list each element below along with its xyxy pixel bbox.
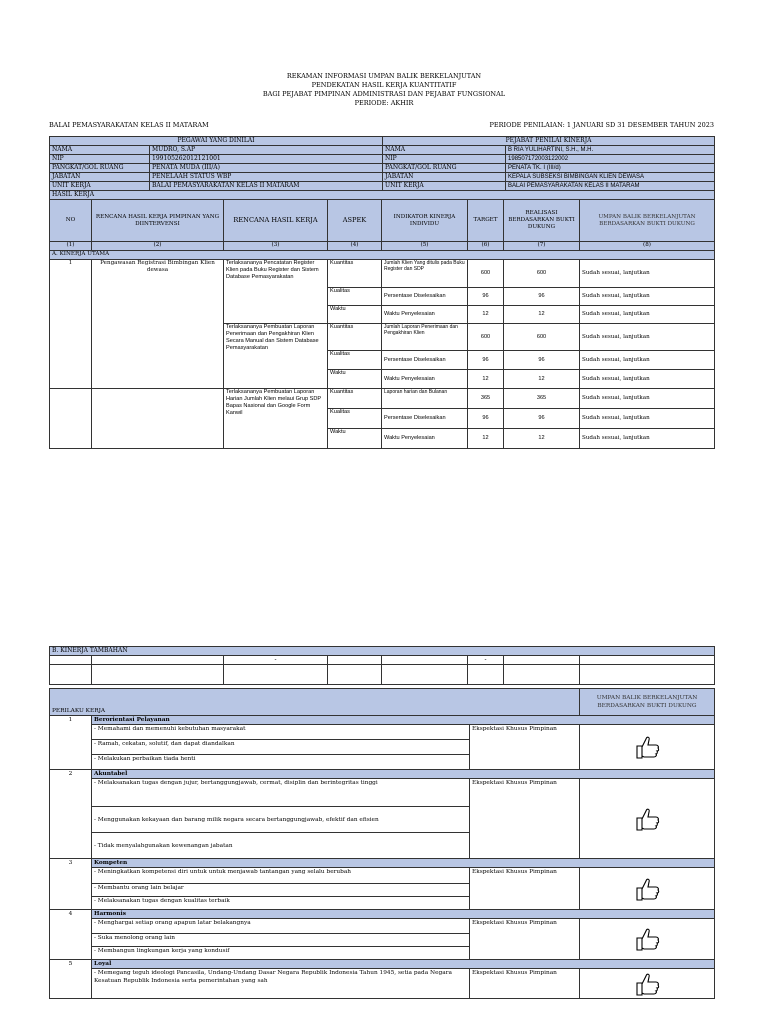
header-line-2: PENDEKATAN HASIL KERJA KUANTITATIF — [311, 81, 457, 89]
penilai-value: BALAI PEMASYARAKATAN KELAS II MATARAM — [506, 182, 715, 191]
umpan-cell: Sudah sesuai, lanjutkan — [580, 409, 715, 429]
realisasi-cell: 96 — [504, 288, 580, 306]
indikator-cell: Persentase Diselesaikan — [382, 351, 468, 370]
col-realisasi: REALISASI BERDASARKAN BUKTI DUKUNG — [504, 200, 580, 242]
org-name: BALAI PEMASYARAKATAN KELAS II MATARAM — [49, 121, 209, 129]
thumbs-up-icon — [634, 875, 660, 903]
perilaku-title: Kompeten — [92, 859, 715, 868]
penilai-value: KEPALA SUBSEKSI BIMBINGAN KLIEN DEWASA — [506, 173, 715, 182]
col-no: NO — [50, 200, 92, 242]
utama-pimpinan: Pengawasan Registrasi Bimbingan Klien dewasa — [92, 260, 224, 389]
perilaku-no: 2 — [50, 770, 92, 859]
penilai-label: PANGKAT/GOL RUANG — [383, 164, 506, 173]
rencana-cell: Terlaksananya Pembuatan Laporan Penerimaan dan Pengakhiran Klien Secara Manual dan Sistem Database Pemasyarakatan — [224, 324, 328, 389]
pegawai-value: PENATA MUDA (III/A) — [150, 164, 383, 173]
period-label: PERIODE PENILAIAN: 1 JANUARI SD 31 DESEMBER TAHUN 2023 — [489, 121, 714, 129]
ekspektasi-label: Ekspektasi Khusus Pimpinan — [470, 919, 580, 960]
perilaku-point: - Menghargai setiap orang apapun latar belakangnya — [92, 919, 470, 934]
col-num: (3) — [224, 242, 328, 251]
perilaku-point: - Tidak menyalahgunakan kewenangan jabatan — [92, 833, 470, 859]
perilaku-label: PERILAKU KERJA — [50, 689, 580, 716]
target-cell: 12 — [468, 306, 504, 324]
pegawai-value: PENELAAH STATUS WBP — [150, 173, 383, 182]
indikator-cell: Persentase Diselesaikan — [382, 288, 468, 306]
aspek-cell: Waktu — [328, 370, 382, 389]
perilaku-title: Loyal — [92, 960, 715, 969]
perilaku-umpan-header: UMPAN BALIK BERKELANJUTAN BERDASARKAN BUKTI DUKUNG — [580, 689, 715, 716]
aspek-cell: Kuantitas — [328, 389, 382, 409]
col-aspek: ASPEK — [328, 200, 382, 242]
col-num: (4) — [328, 242, 382, 251]
aspek-cell: Kuantitas — [328, 260, 382, 288]
pegawai-label: PANGKAT/GOL RUANG — [50, 164, 150, 173]
col-rencana-pimpinan: RENCANA HASIL KERJA PIMPINAN YANG DIINTERVENSI — [92, 200, 224, 242]
perilaku-no: 1 — [50, 716, 92, 770]
pegawai-value: BALAI PEMASYARAKATAN KELAS II MATARAM — [150, 182, 383, 191]
perilaku-no: 4 — [50, 910, 92, 960]
rencana-cell: Terlaksananya Pembuatan Laporan Harian Jumlah Klien melaui Grup SDP Bapas Nasional dan Google Form Kanwil — [224, 389, 328, 449]
pegawai-title: PEGAWAI YANG DINILAI — [50, 137, 383, 146]
col-rencana: RENCANA HASIL KERJA — [224, 200, 328, 242]
ekspektasi-label: Ekspektasi Khusus Pimpinan — [470, 969, 580, 999]
perilaku-point: - Melakukan perbaikan tiada henti — [92, 755, 470, 770]
penilai-label: NIP — [383, 155, 506, 164]
thumbs-up-icon — [634, 733, 660, 761]
umpan-cell: Sudah sesuai, lanjutkan — [580, 429, 715, 449]
pegawai-label: NIP — [50, 155, 150, 164]
col-indikator: INDIKATOR KINERJA INDIVIDU — [382, 200, 468, 242]
thumbs-up-icon — [634, 970, 660, 998]
identity-table — [49, 136, 715, 200]
col-target: TARGET — [468, 200, 504, 242]
thumbs-up-icon — [634, 805, 660, 833]
indikator-cell: Jumlah Laporan Penerimaan dan Pengakhiran Klien — [382, 324, 468, 351]
umpan-cell: Sudah sesuai, lanjutkan — [580, 260, 715, 288]
perilaku-title: Harmonis — [92, 910, 715, 919]
umpan-cell: Sudah sesuai, lanjutkan — [580, 288, 715, 306]
col-umpan: UMPAN BALIK BERKELANJUTAN BERDASARKAN BUKTI DUKUNG — [580, 200, 715, 242]
perilaku-no: 5 — [50, 960, 92, 999]
realisasi-cell: 600 — [504, 260, 580, 288]
pegawai-value: MUDRO, S.AP — [150, 146, 383, 155]
col-num: (6) — [468, 242, 504, 251]
realisasi-cell: 96 — [504, 409, 580, 429]
umpan-cell: Sudah sesuai, lanjutkan — [580, 306, 715, 324]
perilaku-title: Berorientasi Pelayanan — [92, 716, 715, 725]
umpan-cell: Sudah sesuai, lanjutkan — [580, 351, 715, 370]
realisasi-cell: 365 — [504, 389, 580, 409]
indikator-cell: Waktu Penyelesaian — [382, 429, 468, 449]
umpan-cell: Sudah sesuai, lanjutkan — [580, 324, 715, 351]
umpan-cell: Sudah sesuai, lanjutkan — [580, 370, 715, 389]
thumb-cell — [580, 919, 715, 960]
target-cell: 12 — [468, 429, 504, 449]
perilaku-point: - Memegang teguh ideologi Pancasila, Undang-Undang Dasar Negara Republik Indonesia Tahun 1945, setia pada Negara Kesatuan Republik Indonesia serta pemerintahan yang sah — [92, 969, 470, 999]
indikator-cell: Laporan harian dan Bulanan — [382, 389, 468, 409]
document-header — [0, 72, 768, 108]
penilai-label: UNIT KERJA — [383, 182, 506, 191]
perilaku-point: - Ramah, cekatan, solutif, dan dapat diandalkan — [92, 740, 470, 755]
header-line-4: PERIODE: AKHIR — [354, 99, 414, 107]
perilaku-point: - Suka menolong orang lain — [92, 934, 470, 947]
kinerja-tambahan-label: B. KINERJA TAMBAHAN — [50, 647, 715, 656]
indikator-cell: Waktu Penyelesaian — [382, 370, 468, 389]
perilaku-point: - Membangun lingkungan kerja yang kondusif — [92, 947, 470, 960]
penilai-label: NAMA — [383, 146, 506, 155]
umpan-cell: Sudah sesuai, lanjutkan — [580, 389, 715, 409]
realisasi-cell: 600 — [504, 324, 580, 351]
header-line-1: REKAMAN INFORMASI UMPAN BALIK BERKELANJUTAN — [286, 72, 482, 80]
target-cell: 96 — [468, 409, 504, 429]
penilai-label: JABATAN — [383, 173, 506, 182]
aspek-cell: Waktu — [328, 306, 382, 324]
rencana-cell: Terlaksananya Pencatatan Register Klien pada Buku Register dan Sistem Database Pemasyarakatan — [224, 260, 328, 324]
indikator-cell: Persentase Diselesaikan — [382, 409, 468, 429]
tambahan-dash: - — [224, 656, 328, 665]
penilai-value: PENATA TK. I (III/d) — [506, 164, 715, 173]
aspek-cell: Kualitas — [328, 409, 382, 429]
penilai-value: B RIA YULIHARTINI, S.H., M.H. — [506, 146, 715, 155]
target-cell: 96 — [468, 288, 504, 306]
col-num: (5) — [382, 242, 468, 251]
ekspektasi-label: Ekspektasi Khusus Pimpinan — [470, 725, 580, 770]
col-num: (2) — [92, 242, 224, 251]
hasil-kerja-label: HASIL KERJA — [50, 191, 715, 200]
aspek-cell: Kuantitas — [328, 324, 382, 351]
realisasi-cell: 12 — [504, 370, 580, 389]
col-num: (8) — [580, 242, 715, 251]
utama-no: 1 — [50, 260, 92, 389]
penilai-title: PEJABAT PENILAI KINERJA — [383, 137, 715, 146]
perilaku-no: 3 — [50, 859, 92, 910]
perilaku-title: Akuntabel — [92, 770, 715, 779]
kinerja-tambahan-table — [49, 646, 715, 685]
col-num: (7) — [504, 242, 580, 251]
perilaku-point: - Melaksanakan tugas dengan kualitas terbaik — [92, 897, 470, 910]
thumb-cell — [580, 725, 715, 770]
kinerja-utama-label: A. KINERJA UTAMA — [50, 251, 715, 260]
indikator-cell: Waktu Penyelesaian — [382, 306, 468, 324]
target-cell: 365 — [468, 389, 504, 409]
realisasi-cell: 96 — [504, 351, 580, 370]
kinerja-table — [49, 199, 715, 449]
header-line-3: BAGI PEJABAT PIMPINAN ADMINISTRASI DAN PEJABAT FUNGSIONAL — [262, 90, 506, 98]
indikator-cell: Jumlah Klien Yang ditulis pada Buku Register dan SDP — [382, 260, 468, 288]
pegawai-value: 199105262012121001 — [150, 155, 383, 164]
thumbs-up-icon — [634, 925, 660, 953]
thumb-cell — [580, 868, 715, 910]
realisasi-cell: 12 — [504, 306, 580, 324]
thumb-cell — [580, 969, 715, 999]
perilaku-point: - Menggunakan kekayaan dan barang milik negara secara bertanggungjawab, efektif dan efisien — [92, 807, 470, 833]
perilaku-point: - Meningkatkan kompetensi diri untuk untuk menjawab tantangan yang selalu berubah — [92, 868, 470, 884]
ekspektasi-label: Ekspektasi Khusus Pimpinan — [470, 868, 580, 910]
target-cell: 600 — [468, 260, 504, 288]
target-cell: 600 — [468, 324, 504, 351]
perilaku-point: - Melaksanakan tugas dengan jujur, bertanggungjawab, cermat, disiplin dan berintegritas tinggi — [92, 779, 470, 807]
perilaku-table — [49, 688, 715, 999]
pegawai-label: NAMA — [50, 146, 150, 155]
ekspektasi-label: Ekspektasi Khusus Pimpinan — [470, 779, 580, 859]
penilai-value: 198507172003122002 — [506, 155, 715, 164]
pegawai-label: UNIT KERJA — [50, 182, 150, 191]
aspek-cell: Waktu — [328, 429, 382, 449]
pegawai-label: JABATAN — [50, 173, 150, 182]
perilaku-point: - Membantu orang lain belajar — [92, 884, 470, 897]
tambahan-dash: - — [468, 656, 504, 665]
col-num: (1) — [50, 242, 92, 251]
aspek-cell: Kualitas — [328, 351, 382, 370]
target-cell: 12 — [468, 370, 504, 389]
perilaku-point: - Memahami dan memenuhi kebutuhan masyarakat — [92, 725, 470, 740]
target-cell: 96 — [468, 351, 504, 370]
aspek-cell: Kualitas — [328, 288, 382, 306]
realisasi-cell: 12 — [504, 429, 580, 449]
thumb-cell — [580, 779, 715, 859]
